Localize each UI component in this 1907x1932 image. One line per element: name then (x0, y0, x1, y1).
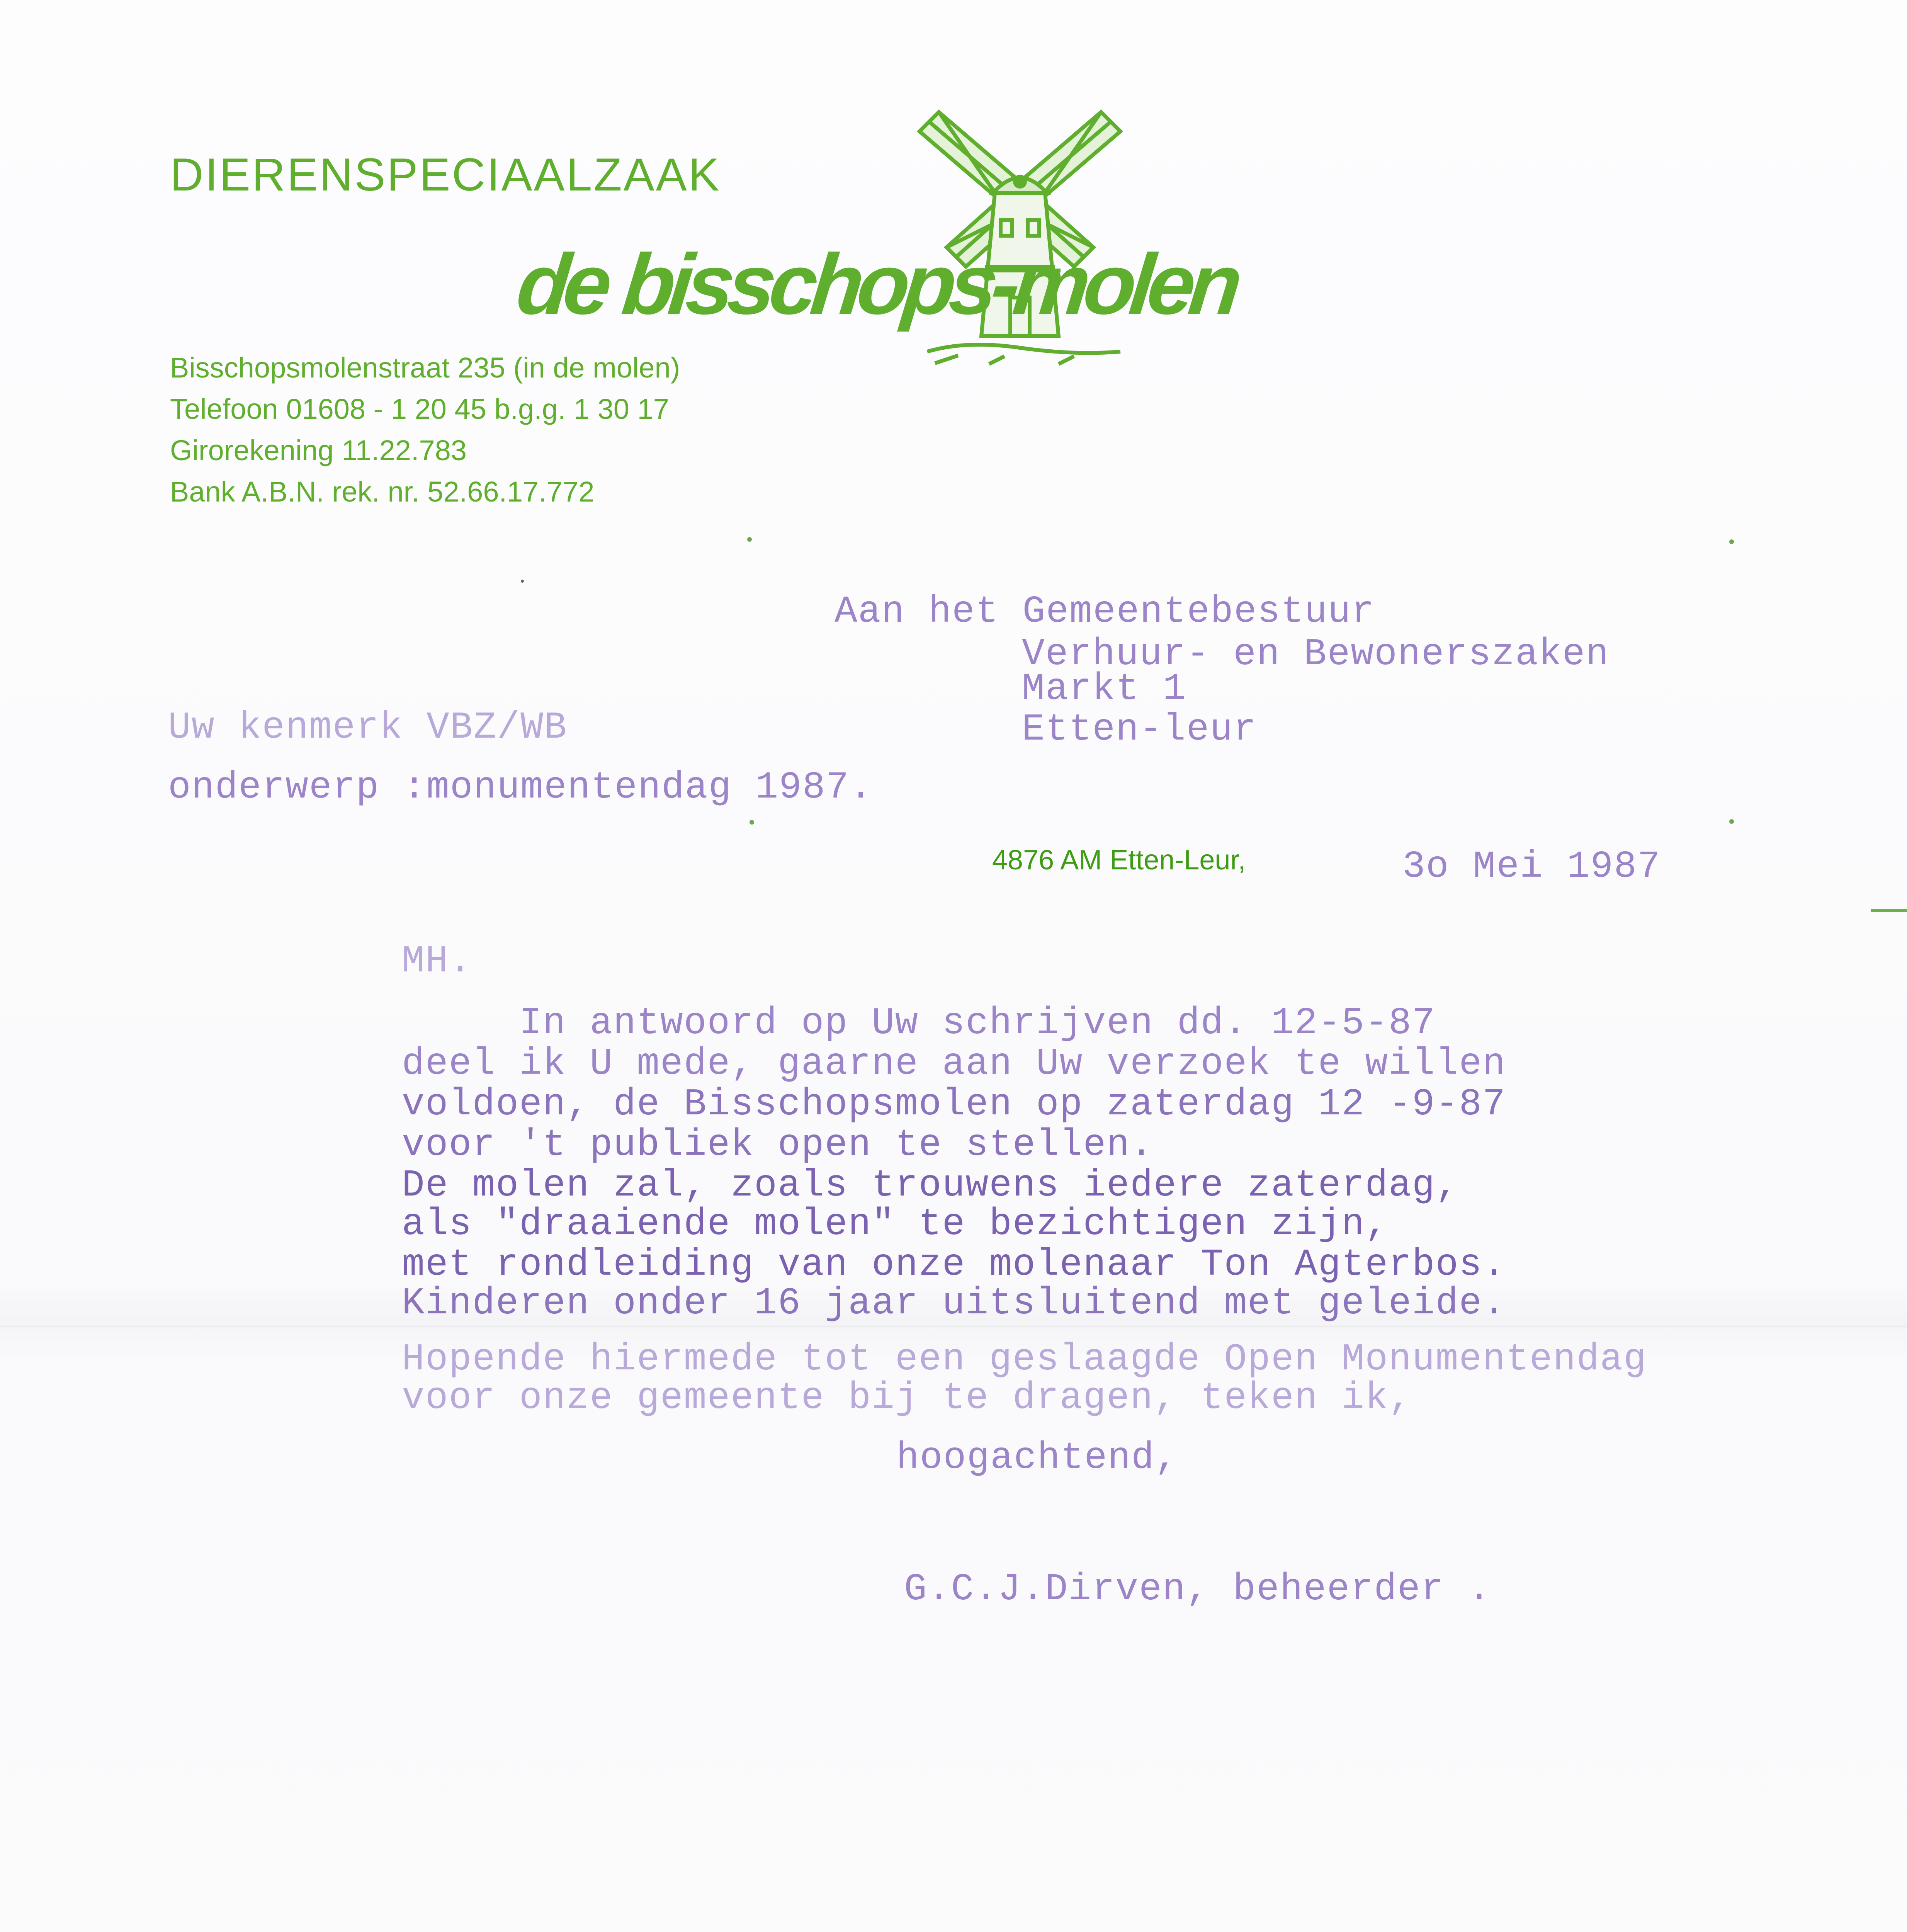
reference-subject: onderwerp :monumentendag 1987. (168, 766, 873, 809)
body-line: deel ik U mede, gaarne aan Uw verzoek te willen (402, 1043, 1506, 1085)
edge-mark (1871, 909, 1907, 912)
recipient-line: Etten-leur (1022, 708, 1257, 751)
signature: G.C.J.Dirven, beheerder . (904, 1568, 1492, 1611)
salutation: MH. (402, 940, 473, 983)
body-line: als "draaiende molen" te bezichtigen zijn, (402, 1203, 1389, 1246)
ink-speck (747, 537, 752, 542)
body-line: De molen zal, zoals trouwens iedere zaterdag, (402, 1164, 1459, 1207)
ink-speck (1729, 819, 1734, 824)
reference-kenmerk: Uw kenmerk VBZ/WB (168, 706, 568, 749)
dateline-place: 4876 AM Etten-Leur, (992, 845, 1246, 876)
body-line: voldoen, de Bisschopsmolen op zaterdag 12 -9-87 (402, 1083, 1506, 1126)
letterhead-bank: Bank A.B.N. rek. nr. 52.66.17.772 (170, 476, 595, 508)
paper-fold (0, 1325, 1907, 1328)
letterhead-giro: Girorekening 11.22.783 (170, 434, 467, 466)
body-line: Kinderen onder 16 jaar uitsluitend met geleide. (402, 1282, 1506, 1325)
body-line: met rondleiding van onze molenaar Ton Agterbos. (402, 1243, 1506, 1286)
recipient-line: Markt 1 (1022, 668, 1186, 711)
closing-line: Hopende hiermede tot een geslaagde Open Monumentendag (402, 1338, 1647, 1381)
recipient-line: Aan het Gemeentebestuur (835, 590, 1375, 633)
dateline-date: 3o Mei 1987 (1402, 845, 1661, 888)
body-line: In antwoord op Uw schrijven dd. 12-5-87 (402, 1002, 1436, 1045)
closing-line: voor onze gemeente bij te dragen, teken ik, (402, 1377, 1412, 1420)
letterhead-address-line: Bisschopsmolenstraat 235 (in de molen) (170, 352, 680, 384)
ink-speck (750, 820, 754, 825)
ink-speck (1729, 539, 1734, 544)
recipient-line: Verhuur- en Bewonerszaken (1022, 633, 1610, 676)
body-line: voor 't publiek open te stellen. (402, 1124, 1154, 1167)
ink-speck (521, 580, 524, 583)
greeting: hoogachtend, (896, 1437, 1178, 1480)
letterhead-brand: de bisschops-molen (512, 236, 1241, 332)
letterhead-telephone: Telefoon 01608 - 1 20 45 b.g.g. 1 30 17 (170, 393, 669, 425)
letterhead-shop-type: DIERENSPECIAALZAAK (170, 149, 721, 201)
